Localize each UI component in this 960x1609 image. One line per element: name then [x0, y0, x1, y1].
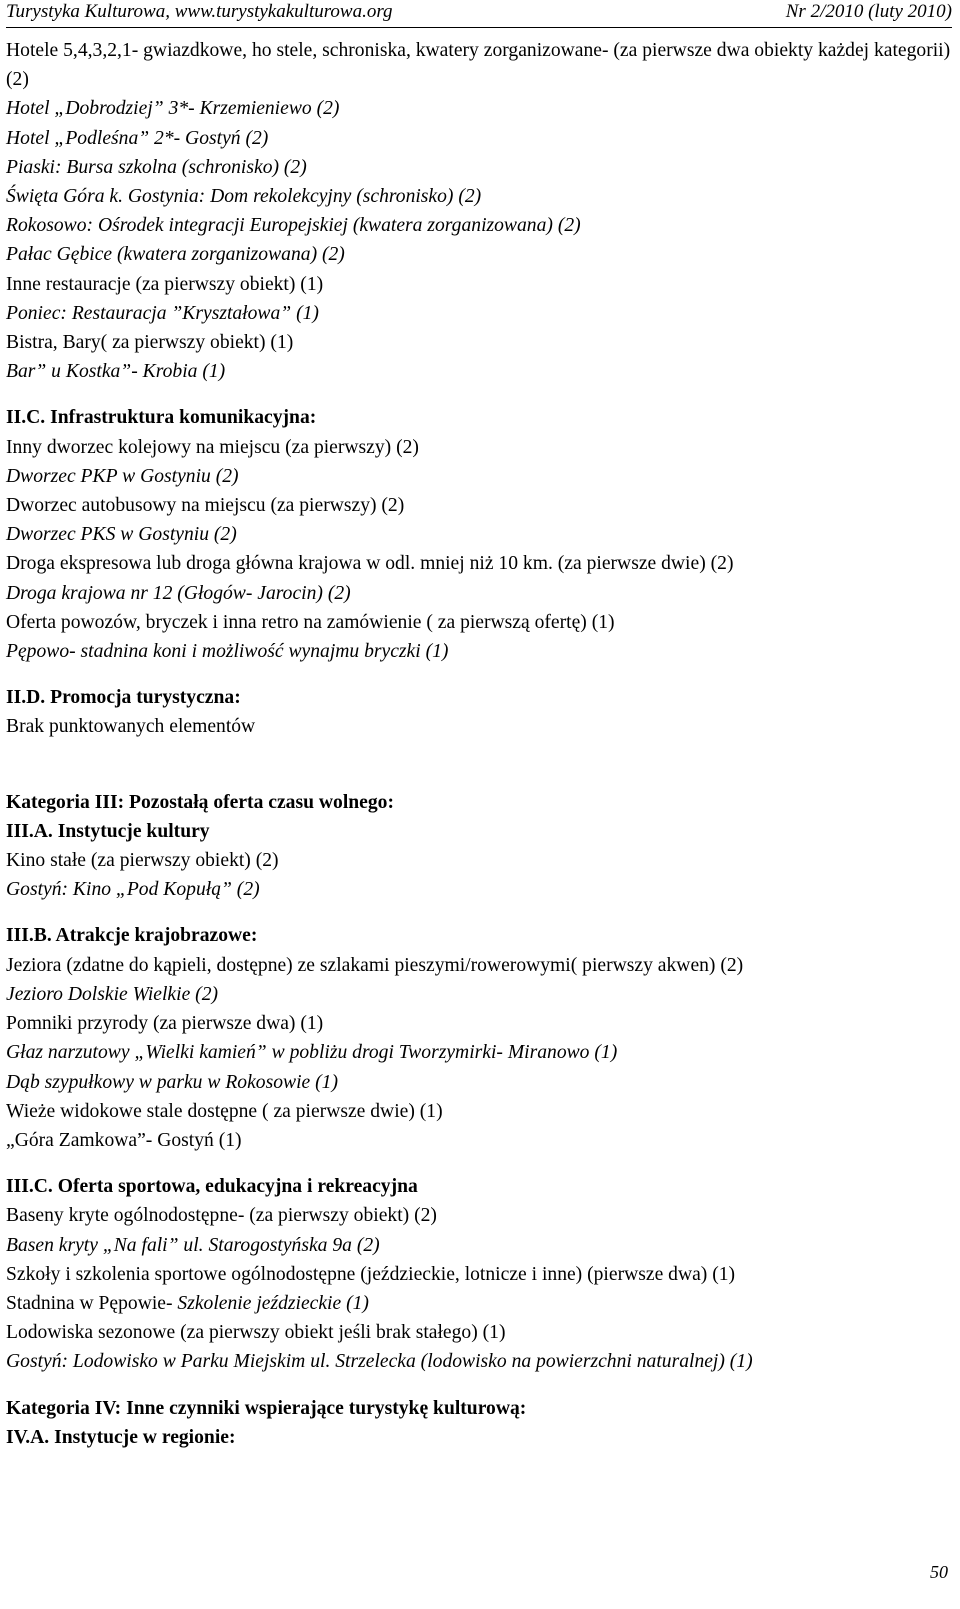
list-item: Kino stałe (za pierwszy obiekt) (2): [6, 850, 279, 872]
list-item: Święta Góra k. Gostynia: Dom rekolekcyjny (schronisko) (2): [6, 186, 482, 208]
list-item: Oferta powozów, bryczek i inna retro na zamówienie ( za pierwszą ofertę) (1): [6, 611, 615, 633]
list-item: Bistra, Bary( za pierwszy obiekt) (1): [6, 332, 294, 354]
list-item: Droga krajowa nr 12 (Głogów- Jarocin) (2): [6, 582, 351, 604]
list-item: Głaz narzutowy „Wielki kamień” w pobliżu drogi Tworzymirki- Miranowo (1): [6, 1042, 618, 1064]
list-item: Bar” u Kostka”- Krobia (1): [6, 361, 226, 383]
category-heading: Kategoria IV: Inne czynniki wspierające turystykę kulturową:: [6, 1397, 527, 1419]
list-item: Dąb szypułkowy w parku w Rokosowie (1): [6, 1071, 338, 1093]
section-heading: III.C. Oferta sportowa, edukacyjna i rekreacyjna: [6, 1176, 418, 1198]
list-item: [6, 1289, 952, 1318]
list-item-label: Stadnina w Pępowie-: [6, 1292, 178, 1314]
list-item: Jeziora (zdatne do kąpieli, dostępne) ze szlakami pieszymi/rowerowymi( pierwszy akwen) (2): [6, 954, 744, 976]
list-item: Dworzec PKP w Gostyniu (2): [6, 465, 239, 487]
section-heading: II.C. Infrastruktura komunikacyjna:: [6, 407, 317, 429]
category-heading: Kategoria III: Pozostałą oferta czasu wolnego:: [6, 791, 394, 813]
list-item: Rokosowo: Ośrodek integracji Europejskiej (kwatera zorganizowana) (2): [6, 215, 581, 237]
list-item-detail: Szkolenie jeździeckie (1): [177, 1292, 369, 1314]
running-header: [6, 0, 952, 28]
issue-number: Nr 2/2010 (luty 2010): [785, 1, 952, 22]
page-number: 50: [930, 1562, 948, 1582]
list-item: Gostyń: Lodowisko w Parku Miejskim ul. Strzelecka (lodowisko na powierzchni naturalnej) (1): [6, 1351, 753, 1373]
list-item: „Góra Zamkowa”- Gostyń (1): [6, 1129, 242, 1151]
list-item: Inne restauracje (za pierwszy obiekt) (1): [6, 273, 324, 295]
journal-title: Turystyka Kulturowa, www.turystykakulturowa.org: [6, 1, 393, 22]
list-item: Droga ekspresowa lub droga główna krajowa w odl. mniej niż 10 km. (za pierwsze dwie) (2): [6, 553, 734, 575]
list-item: Brak punktowanych elementów: [6, 716, 256, 738]
list-item: Hotel „Podleśna” 2*- Gostyń (2): [6, 127, 269, 149]
list-item: Pałac Gębice (kwatera zorganizowana) (2): [6, 244, 345, 266]
section-heading: III.A. Instytucje kultury: [6, 820, 210, 842]
list-item: Dworzec PKS w Gostyniu (2): [6, 524, 237, 546]
document-body: [6, 36, 952, 1452]
list-item: Hotele 5,4,3,2,1- gwiazdkowe, ho stele, schroniska, kwatery zorganizowane- (za pierwsze dwa obiekty każdej kategorii) (2): [6, 40, 951, 91]
list-item: Gostyń: Kino „Pod Kopułą” (2): [6, 879, 260, 901]
list-item: Lodowiska sezonowe (za pierwszy obiekt jeśli brak stałego) (1): [6, 1322, 506, 1344]
list-item: Pępowo- stadnina koni i możliwość wynajmu bryczki (1): [6, 641, 449, 663]
list-item: Szkoły i szkolenia sportowe ogólnodostępne (jeździeckie, lotnicze i inne) (pierwsze dwa) (1): [6, 1263, 736, 1285]
list-item: Inny dworzec kolejowy na miejscu (za pierwszy) (2): [6, 436, 419, 458]
list-item: Baseny kryte ogólnodostępne- (za pierwszy obiekt) (2): [6, 1205, 437, 1227]
list-item: Wieże widokowe stale dostępne ( za pierwsze dwie) (1): [6, 1100, 443, 1122]
section-heading: IV.A. Instytucje w regionie:: [6, 1426, 236, 1448]
section-heading: II.D. Promocja turystyczna:: [6, 687, 241, 709]
list-item: Jezioro Dolskie Wielkie (2): [6, 983, 219, 1005]
list-item: Piaski: Bursa szkolna (schronisko) (2): [6, 156, 307, 178]
list-item: Poniec: Restauracja ”Kryształowa” (1): [6, 302, 319, 324]
section-heading: III.B. Atrakcje krajobrazowe:: [6, 925, 258, 947]
list-item: Pomniki przyrody (za pierwsze dwa) (1): [6, 1013, 324, 1035]
list-item: Basen kryty „Na fali” ul. Starogostyńska 9a (2): [6, 1234, 380, 1256]
list-item: Dworzec autobusowy na miejscu (za pierwszy) (2): [6, 495, 405, 517]
list-item: Hotel „Dobrodziej” 3*- Krzemieniewo (2): [6, 98, 340, 120]
